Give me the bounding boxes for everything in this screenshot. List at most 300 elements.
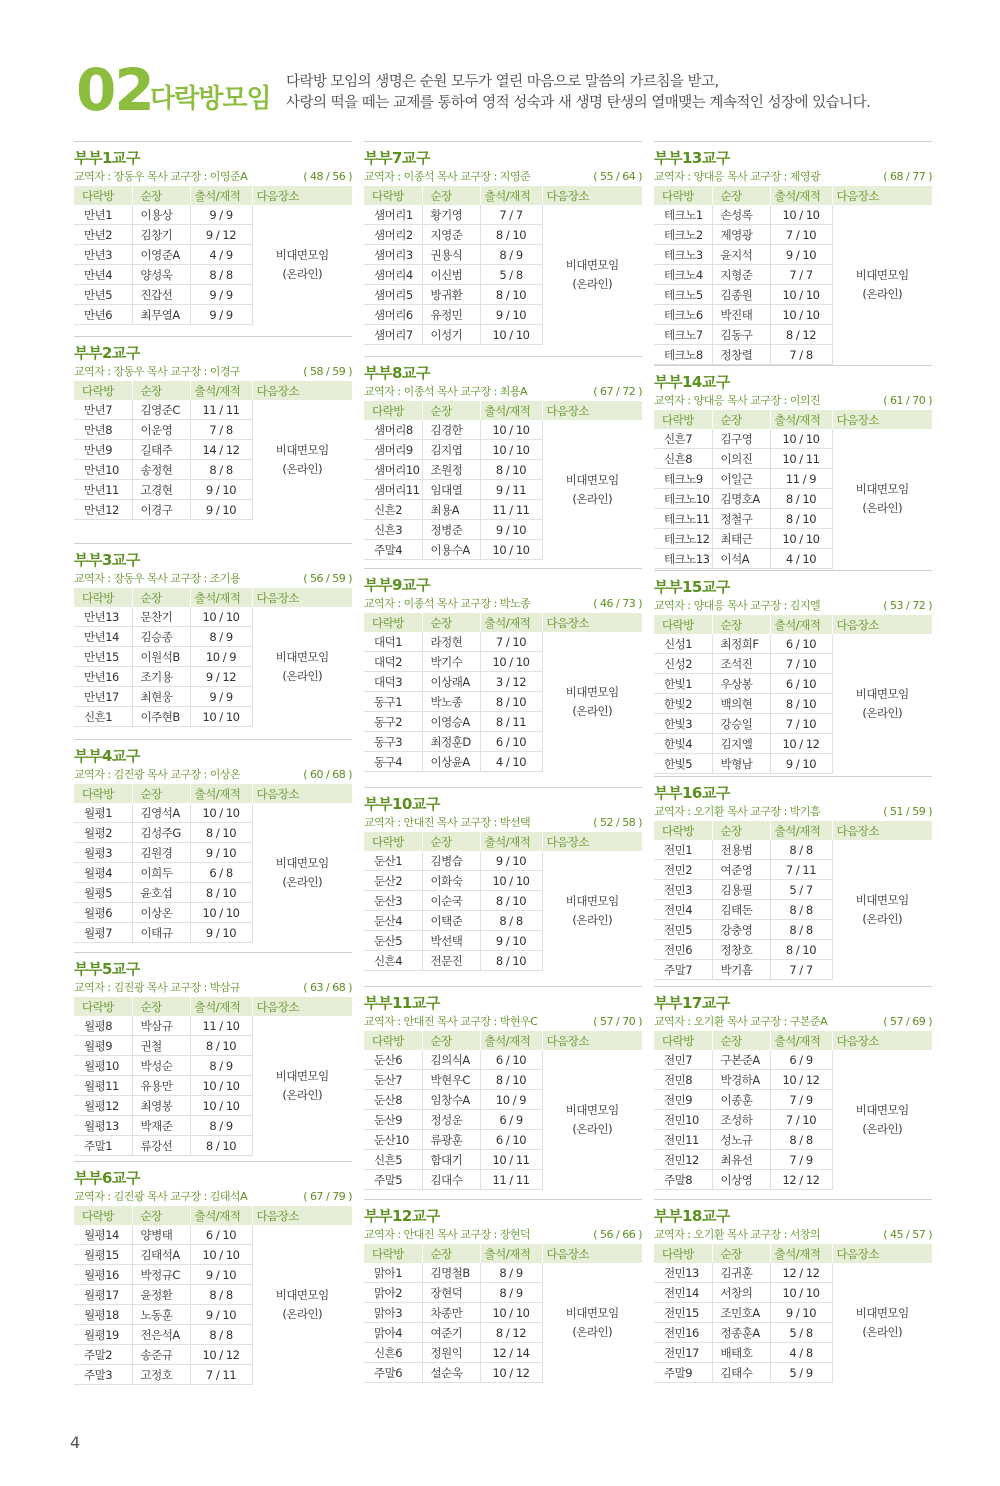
header-room: 다락방 bbox=[74, 186, 132, 205]
district-staff: 교역자 : 양대응 목사 교구장 : 김지엘 bbox=[654, 599, 821, 612]
header-room: 다락방 bbox=[654, 410, 712, 429]
attendance-value: 10 / 10 bbox=[190, 1245, 252, 1265]
attendance-value: 4 / 10 bbox=[770, 549, 832, 569]
attendance-value: 8 / 9 bbox=[480, 245, 542, 265]
room-name: 월평2 bbox=[74, 823, 132, 843]
table-header-row bbox=[364, 832, 642, 851]
header-leader: 순장 bbox=[712, 1244, 770, 1263]
attendance-value: 8 / 8 bbox=[770, 900, 832, 920]
district-staff: 교역자 : 김진광 목사 교구장 : 김태석A bbox=[74, 1190, 248, 1203]
attendance-value: 9 / 10 bbox=[480, 305, 542, 325]
leader-name: 강충영 bbox=[712, 920, 770, 940]
header-room: 다락방 bbox=[654, 186, 712, 205]
header-leader: 순장 bbox=[132, 784, 190, 803]
district-staff: 교역자 : 오기환 목사 교구장 : 서창의 bbox=[654, 1228, 821, 1241]
attendance-value: 9 / 10 bbox=[190, 500, 252, 520]
header-room: 다락방 bbox=[364, 1031, 422, 1050]
leader-name: 김의식A bbox=[422, 1050, 480, 1070]
attendance-value: 10 / 12 bbox=[770, 1070, 832, 1090]
room-name: 샘머리1 bbox=[364, 205, 422, 225]
room-name: 맑아1 bbox=[364, 1263, 422, 1283]
leader-name: 김성주G bbox=[132, 823, 190, 843]
district-attendance-total: ( 68 / 77 ) bbox=[883, 170, 932, 183]
district-title: 부부18교구 bbox=[654, 1207, 730, 1225]
next-place bbox=[832, 840, 932, 980]
leader-name: 여준영 bbox=[712, 860, 770, 880]
room-name: 주말4 bbox=[364, 540, 422, 560]
room-name: 만년13 bbox=[74, 607, 132, 627]
leader-name: 이영승A bbox=[422, 712, 480, 732]
leader-name: 이순국 bbox=[422, 891, 480, 911]
leader-name: 최영봉 bbox=[132, 1096, 190, 1116]
leader-name: 김태수 bbox=[712, 1363, 770, 1383]
table-row bbox=[74, 400, 352, 420]
place-line-2: (온라인) bbox=[282, 874, 323, 889]
table-header-row bbox=[654, 1244, 932, 1263]
room-name: 신성1 bbox=[654, 634, 712, 654]
room-name: 테크노9 bbox=[654, 469, 712, 489]
leader-name: 이화숙 bbox=[422, 871, 480, 891]
header-attendance: 출석/재적 bbox=[190, 588, 252, 607]
room-name: 테크노2 bbox=[654, 225, 712, 245]
leader-name: 이경구 bbox=[132, 500, 190, 520]
place-line-1: 비대면모임 bbox=[565, 1305, 619, 1320]
table-header-row bbox=[74, 186, 352, 205]
district-table bbox=[654, 186, 933, 365]
leader-name: 이종훈 bbox=[712, 1090, 770, 1110]
attendance-value: 3 / 12 bbox=[480, 672, 542, 692]
district-attendance-total: ( 57 / 70 ) bbox=[593, 1015, 642, 1028]
district-staff: 교역자 : 이종석 목사 교구장 : 지영준 bbox=[364, 170, 531, 183]
room-name: 주말5 bbox=[364, 1170, 422, 1190]
place-line-2: (온라인) bbox=[282, 266, 323, 281]
table-header-row bbox=[74, 381, 352, 400]
leader-name: 최태근 bbox=[712, 529, 770, 549]
attendance-value: 8 / 9 bbox=[190, 1116, 252, 1136]
leader-name: 강승일 bbox=[712, 714, 770, 734]
district-table bbox=[654, 615, 933, 774]
attendance-value: 7 / 11 bbox=[770, 860, 832, 880]
header-leader: 순장 bbox=[132, 588, 190, 607]
header-room: 다락방 bbox=[654, 821, 712, 840]
header-place: 다음장소 bbox=[832, 615, 932, 634]
room-name: 전민4 bbox=[654, 900, 712, 920]
header-leader: 순장 bbox=[132, 186, 190, 205]
district-table bbox=[364, 1244, 643, 1383]
room-name: 한빛1 bbox=[654, 674, 712, 694]
attendance-value: 9 / 9 bbox=[190, 285, 252, 305]
district-table bbox=[74, 588, 353, 727]
district-info bbox=[74, 766, 352, 784]
section-title: 다락방모임 bbox=[150, 84, 271, 114]
attendance-value: 8 / 8 bbox=[770, 920, 832, 940]
leader-name: 박노종 bbox=[422, 692, 480, 712]
district-info bbox=[654, 1013, 932, 1031]
leader-name: 이운영 bbox=[132, 420, 190, 440]
place-line-1: 비대면모임 bbox=[855, 481, 909, 496]
room-name: 월평1 bbox=[74, 803, 132, 823]
table-row bbox=[74, 205, 352, 225]
district-table bbox=[74, 1206, 353, 1385]
attendance-value: 7 / 10 bbox=[770, 225, 832, 245]
room-name: 전민14 bbox=[654, 1283, 712, 1303]
leader-name: 백의현 bbox=[712, 694, 770, 714]
district-attendance-total: ( 52 / 58 ) bbox=[593, 816, 642, 829]
description-line-1: 다락방 모임의 생명은 순원 모두가 열린 마음으로 말씀의 가르침을 받고, bbox=[286, 74, 719, 90]
district-staff: 교역자 : 오기환 목사 교구장 : 박기흠 bbox=[654, 805, 821, 818]
room-name: 월평12 bbox=[74, 1096, 132, 1116]
room-name: 신흔1 bbox=[74, 707, 132, 727]
leader-name: 김영준C bbox=[132, 400, 190, 420]
attendance-value: 12 / 12 bbox=[770, 1170, 832, 1190]
district-table bbox=[74, 997, 353, 1156]
attendance-value: 10 / 10 bbox=[770, 285, 832, 305]
room-name: 전민2 bbox=[654, 860, 712, 880]
leader-name: 길태주 bbox=[132, 440, 190, 460]
district-title: 부부14교구 bbox=[654, 373, 730, 391]
district-block bbox=[654, 986, 932, 1190]
district-info bbox=[74, 570, 352, 588]
leader-name: 장현덕 bbox=[422, 1283, 480, 1303]
room-name: 둔산8 bbox=[364, 1090, 422, 1110]
room-name: 만년14 bbox=[74, 627, 132, 647]
place-line-2: (온라인) bbox=[862, 911, 903, 926]
district-title: 부부5교구 bbox=[74, 960, 140, 978]
leader-name: 류강선 bbox=[132, 1136, 190, 1156]
leader-name: 성노규 bbox=[712, 1130, 770, 1150]
district-table bbox=[654, 1031, 933, 1190]
table-row bbox=[364, 1263, 642, 1283]
header-room: 다락방 bbox=[74, 1206, 132, 1225]
district-staff: 교역자 : 김진광 목사 교구장 : 이상온 bbox=[74, 768, 241, 781]
district-title: 부부12교구 bbox=[364, 1207, 440, 1225]
table-row bbox=[364, 205, 642, 225]
attendance-value: 5 / 8 bbox=[770, 1323, 832, 1343]
district-title: 부부11교구 bbox=[364, 994, 440, 1012]
room-name: 신흔8 bbox=[654, 449, 712, 469]
room-name: 둔산7 bbox=[364, 1070, 422, 1090]
district-attendance-total: ( 45 / 57 ) bbox=[883, 1228, 932, 1241]
header-place: 다음장소 bbox=[252, 997, 352, 1016]
header-room: 다락방 bbox=[74, 784, 132, 803]
room-name: 만년5 bbox=[74, 285, 132, 305]
place-line-1: 비대면모임 bbox=[565, 1102, 619, 1117]
attendance-value: 7 / 10 bbox=[770, 654, 832, 674]
attendance-value: 9 / 10 bbox=[770, 1303, 832, 1323]
district-info bbox=[74, 363, 352, 381]
leader-name: 김동구 bbox=[712, 325, 770, 345]
attendance-value: 9 / 10 bbox=[480, 931, 542, 951]
attendance-value: 8 / 10 bbox=[770, 509, 832, 529]
district-title: 부부10교구 bbox=[364, 795, 440, 813]
district-staff: 교역자 : 김진광 목사 교구장 : 박삼규 bbox=[74, 981, 241, 994]
leader-name: 정원익 bbox=[422, 1343, 480, 1363]
next-place bbox=[542, 851, 642, 971]
header-place: 다음장소 bbox=[252, 784, 352, 803]
room-name: 둔산6 bbox=[364, 1050, 422, 1070]
leader-name: 고경현 bbox=[132, 480, 190, 500]
room-name: 전민15 bbox=[654, 1303, 712, 1323]
room-name: 월평17 bbox=[74, 1285, 132, 1305]
leader-name: 구본준A bbox=[712, 1050, 770, 1070]
district-info bbox=[364, 1013, 642, 1031]
room-name: 월평18 bbox=[74, 1305, 132, 1325]
attendance-value: 11 / 10 bbox=[190, 1016, 252, 1036]
table-header-row bbox=[364, 1244, 642, 1263]
room-name: 동구3 bbox=[364, 732, 422, 752]
header-place: 다음장소 bbox=[832, 821, 932, 840]
table-row bbox=[654, 840, 932, 860]
district-table bbox=[364, 186, 643, 345]
room-name: 신흔5 bbox=[364, 1150, 422, 1170]
attendance-value: 8 / 10 bbox=[190, 823, 252, 843]
district-table bbox=[654, 410, 933, 569]
leader-name: 조민호A bbox=[712, 1303, 770, 1323]
room-name: 만년15 bbox=[74, 647, 132, 667]
place-line-2: (온라인) bbox=[282, 461, 323, 476]
leader-name: 전문진 bbox=[422, 951, 480, 971]
leader-name: 이성기 bbox=[422, 325, 480, 345]
next-place bbox=[252, 803, 352, 943]
place-line-1: 비대면모임 bbox=[855, 892, 909, 907]
header-leader: 순장 bbox=[422, 832, 480, 851]
room-name: 월평10 bbox=[74, 1056, 132, 1076]
attendance-value: 7 / 7 bbox=[480, 205, 542, 225]
district-attendance-total: ( 56 / 66 ) bbox=[593, 1228, 642, 1241]
leader-name: 이영준A bbox=[132, 245, 190, 265]
district-block bbox=[364, 141, 642, 345]
table-row bbox=[654, 634, 932, 654]
leader-name: 김구영 bbox=[712, 429, 770, 449]
room-name: 테크노7 bbox=[654, 325, 712, 345]
next-place bbox=[542, 205, 642, 345]
room-name: 주말2 bbox=[74, 1345, 132, 1365]
header-attendance: 출석/재적 bbox=[770, 410, 832, 429]
room-name: 전민1 bbox=[654, 840, 712, 860]
attendance-value: 6 / 10 bbox=[480, 732, 542, 752]
room-name: 샘머리2 bbox=[364, 225, 422, 245]
leader-name: 김대수 bbox=[422, 1170, 480, 1190]
room-name: 만년4 bbox=[74, 265, 132, 285]
district-info bbox=[364, 1226, 642, 1244]
attendance-value: 7 / 9 bbox=[770, 1090, 832, 1110]
header-room: 다락방 bbox=[364, 401, 422, 420]
leader-name: 양성욱 bbox=[132, 265, 190, 285]
room-name: 샘머리3 bbox=[364, 245, 422, 265]
header-attendance: 출석/재적 bbox=[190, 784, 252, 803]
leader-name: 정종훈A bbox=[712, 1323, 770, 1343]
header-place: 다음장소 bbox=[832, 1244, 932, 1263]
header-place: 다음장소 bbox=[832, 1031, 932, 1050]
attendance-value: 8 / 12 bbox=[480, 1323, 542, 1343]
attendance-value: 6 / 10 bbox=[190, 1225, 252, 1245]
next-place bbox=[542, 1263, 642, 1383]
attendance-value: 6 / 10 bbox=[480, 1050, 542, 1070]
district-title: 부부9교구 bbox=[364, 576, 430, 594]
room-name: 전민17 bbox=[654, 1343, 712, 1363]
place-line-2: (온라인) bbox=[572, 912, 613, 927]
leader-name: 김병습 bbox=[422, 851, 480, 871]
table-header-row bbox=[74, 588, 352, 607]
leader-name: 이일근 bbox=[712, 469, 770, 489]
district-attendance-total: ( 58 / 59 ) bbox=[303, 365, 352, 378]
attendance-value: 8 / 10 bbox=[480, 951, 542, 971]
leader-name: 박진태 bbox=[712, 305, 770, 325]
table-row bbox=[364, 851, 642, 871]
header-attendance: 출석/재적 bbox=[770, 186, 832, 205]
table-row bbox=[364, 420, 642, 440]
header-attendance: 출석/재적 bbox=[480, 832, 542, 851]
room-name: 월평14 bbox=[74, 1225, 132, 1245]
room-name: 만년6 bbox=[74, 305, 132, 325]
attendance-value: 8 / 8 bbox=[190, 265, 252, 285]
leader-name: 김원경 bbox=[132, 843, 190, 863]
leader-name: 임대열 bbox=[422, 480, 480, 500]
attendance-value: 10 / 10 bbox=[770, 305, 832, 325]
room-name: 월평11 bbox=[74, 1076, 132, 1096]
district-info bbox=[364, 814, 642, 832]
district-staff: 교역자 : 양대응 목사 교구장 : 이의진 bbox=[654, 394, 821, 407]
leader-name: 윤지석 bbox=[712, 245, 770, 265]
header-leader: 순장 bbox=[422, 401, 480, 420]
place-line-2: (온라인) bbox=[282, 668, 323, 683]
leader-name: 차종만 bbox=[422, 1303, 480, 1323]
leader-name: 이상래A bbox=[422, 672, 480, 692]
attendance-value: 11 / 11 bbox=[480, 1170, 542, 1190]
attendance-value: 8 / 8 bbox=[190, 460, 252, 480]
attendance-value: 5 / 8 bbox=[480, 265, 542, 285]
next-place bbox=[542, 420, 642, 560]
attendance-value: 4 / 9 bbox=[190, 245, 252, 265]
district-info bbox=[74, 1188, 352, 1206]
table-header-row bbox=[654, 1031, 932, 1050]
room-name: 동구1 bbox=[364, 692, 422, 712]
attendance-value: 9 / 9 bbox=[190, 205, 252, 225]
district-title: 부부16교구 bbox=[654, 784, 730, 802]
section-number: 02 bbox=[76, 56, 153, 124]
leader-name: 이상온 bbox=[132, 903, 190, 923]
room-name: 대덕1 bbox=[364, 632, 422, 652]
table-row bbox=[74, 1225, 352, 1245]
attendance-value: 6 / 8 bbox=[190, 863, 252, 883]
leader-name: 김태석A bbox=[132, 1245, 190, 1265]
attendance-value: 10 / 10 bbox=[770, 529, 832, 549]
room-name: 월평4 bbox=[74, 863, 132, 883]
district-attendance-total: ( 61 / 70 ) bbox=[883, 394, 932, 407]
district-block bbox=[654, 776, 932, 980]
attendance-value: 9 / 10 bbox=[190, 843, 252, 863]
table-row bbox=[654, 1050, 932, 1070]
district-attendance-total: ( 55 / 64 ) bbox=[593, 170, 642, 183]
header-leader: 순장 bbox=[132, 381, 190, 400]
leader-name: 이태규 bbox=[132, 923, 190, 943]
header-attendance: 출석/재적 bbox=[770, 821, 832, 840]
leader-name: 박기흠 bbox=[712, 960, 770, 980]
header-room: 다락방 bbox=[74, 997, 132, 1016]
room-name: 테크노8 bbox=[654, 345, 712, 365]
room-name: 샘머리10 bbox=[364, 460, 422, 480]
attendance-value: 8 / 9 bbox=[480, 1263, 542, 1283]
district-staff: 교역자 : 이종석 목사 교구장 : 최용A bbox=[364, 385, 528, 398]
attendance-value: 10 / 9 bbox=[480, 1090, 542, 1110]
attendance-value: 5 / 7 bbox=[770, 880, 832, 900]
place-line-1: 비대면모임 bbox=[565, 472, 619, 487]
header-leader: 순장 bbox=[712, 1031, 770, 1050]
attendance-value: 8 / 10 bbox=[190, 1036, 252, 1056]
leader-name: 박정규C bbox=[132, 1265, 190, 1285]
attendance-value: 10 / 12 bbox=[190, 1345, 252, 1365]
attendance-value: 6 / 9 bbox=[480, 1110, 542, 1130]
leader-name: 정창호 bbox=[712, 940, 770, 960]
room-name: 대덕2 bbox=[364, 652, 422, 672]
room-name: 신성2 bbox=[654, 654, 712, 674]
room-name: 주말6 bbox=[364, 1363, 422, 1383]
room-name: 샘머리9 bbox=[364, 440, 422, 460]
attendance-value: 12 / 12 bbox=[770, 1263, 832, 1283]
table-header-row bbox=[364, 401, 642, 420]
attendance-value: 9 / 10 bbox=[190, 1305, 252, 1325]
attendance-value: 14 / 12 bbox=[190, 440, 252, 460]
leader-name: 설순욱 bbox=[422, 1363, 480, 1383]
district-staff: 교역자 : 장동우 목사 교구장 : 이경구 bbox=[74, 365, 241, 378]
attendance-value: 8 / 8 bbox=[190, 1285, 252, 1305]
header-attendance: 출석/재적 bbox=[480, 1244, 542, 1263]
room-name: 샘머리11 bbox=[364, 480, 422, 500]
district-staff: 교역자 : 장동우 목사 교구장 : 조기용 bbox=[74, 572, 241, 585]
district-attendance-total: ( 51 / 59 ) bbox=[883, 805, 932, 818]
leader-name: 이의진 bbox=[712, 449, 770, 469]
attendance-value: 8 / 12 bbox=[770, 325, 832, 345]
header-attendance: 출석/재적 bbox=[770, 615, 832, 634]
place-line-1: 비대면모임 bbox=[855, 1305, 909, 1320]
room-name: 월평16 bbox=[74, 1265, 132, 1285]
room-name: 만년3 bbox=[74, 245, 132, 265]
header-room: 다락방 bbox=[654, 615, 712, 634]
header-room: 다락방 bbox=[364, 1244, 422, 1263]
table-header-row bbox=[364, 613, 642, 632]
leader-name: 권철 bbox=[132, 1036, 190, 1056]
room-name: 월평6 bbox=[74, 903, 132, 923]
header-leader: 순장 bbox=[712, 821, 770, 840]
place-line-2: (온라인) bbox=[572, 491, 613, 506]
district-block bbox=[364, 1199, 642, 1383]
room-name: 테크노5 bbox=[654, 285, 712, 305]
leader-name: 최정희F bbox=[712, 634, 770, 654]
leader-name: 양병태 bbox=[132, 1225, 190, 1245]
header-place: 다음장소 bbox=[252, 186, 352, 205]
district-table bbox=[654, 1244, 933, 1383]
attendance-value: 10 / 10 bbox=[770, 205, 832, 225]
attendance-value: 12 / 14 bbox=[480, 1343, 542, 1363]
place-line-1: 비대면모임 bbox=[275, 1287, 329, 1302]
header-attendance: 출석/재적 bbox=[480, 186, 542, 205]
leader-name: 이희두 bbox=[132, 863, 190, 883]
district-table bbox=[364, 401, 643, 560]
room-name: 샘머리8 bbox=[364, 420, 422, 440]
next-place bbox=[832, 634, 932, 774]
room-name: 주말1 bbox=[74, 1136, 132, 1156]
district-attendance-total: ( 56 / 59 ) bbox=[303, 572, 352, 585]
header-attendance: 출석/재적 bbox=[480, 613, 542, 632]
header-place: 다음장소 bbox=[252, 1206, 352, 1225]
attendance-value: 9 / 12 bbox=[190, 225, 252, 245]
attendance-value: 5 / 9 bbox=[770, 1363, 832, 1383]
district-title: 부부15교구 bbox=[654, 578, 730, 596]
leader-name: 제영광 bbox=[712, 225, 770, 245]
district-table bbox=[364, 613, 643, 772]
district-attendance-total: ( 67 / 79 ) bbox=[303, 1190, 352, 1203]
leader-name: 윤정환 bbox=[132, 1285, 190, 1305]
